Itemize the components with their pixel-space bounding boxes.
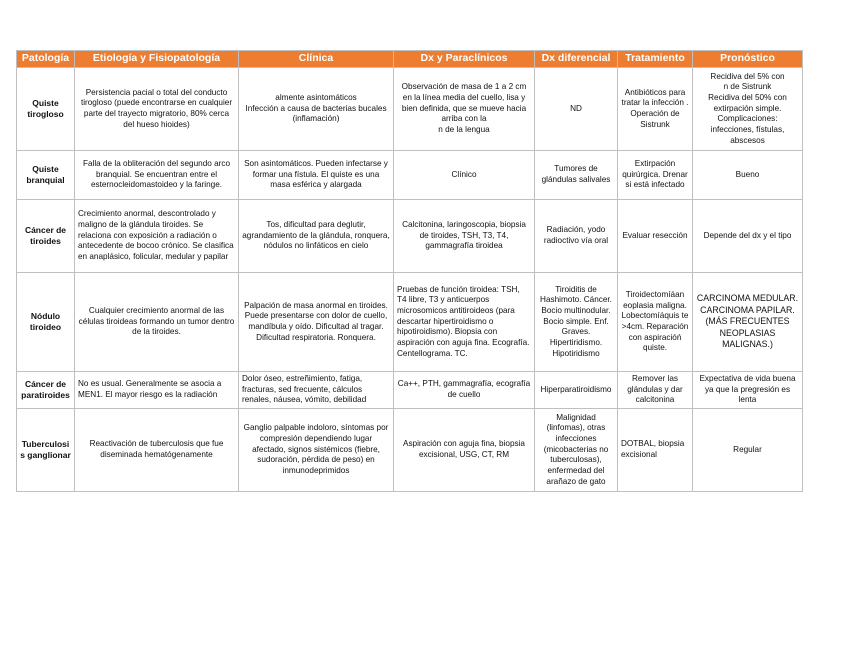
cell-tratamiento: Remover las glándulas y dar calcitonina [618, 372, 693, 409]
cell-patologia: Quiste branquial [17, 151, 75, 200]
cell-clinica: Dolor óseo, estreñimiento, fatiga, fracturas, sed frecuente, cálculos renales, náusea, vómito, debilidad [239, 372, 394, 409]
header-tratamiento: Tratamiento [618, 51, 693, 68]
cell-tratamiento: DOTBAL, biopsia excisional [618, 409, 693, 492]
cell-etiologia: Crecimiento anormal, descontrolado y maligno de la glándula tiroides. Se relaciona con exposición a radiación o antecedente de bocoo crónico. Se clasifica en anaplásico, folicular, medular y papilar [75, 200, 239, 273]
cell-dx: Ca++, PTH, gammagrafía, ecografía de cuello [394, 372, 535, 409]
cell-dx: Pruebas de función tiroidea: TSH, T4 libre, T3 y anticuerpos microsomicos antitiroideos (para descartar hipertiroidismo o hipotiroidismo). Biopsia con aspiración con aguja fina. Ecografía. Centellograma. TC. [394, 273, 535, 372]
cell-dx-diferencial: Malignidad (linfomas), otras infecciones (micobacterias no tuberculosas), enfermedad del arañazo de gato [535, 409, 618, 492]
table-row [17, 273, 803, 372]
table-row [17, 409, 803, 492]
cell-pronostico: Bueno [693, 151, 803, 200]
cell-dx-diferencial: Radiación, yodo radioctivo vía oral [535, 200, 618, 273]
cell-tratamiento: Evaluar resección [618, 200, 693, 273]
cell-dx-diferencial: Hiperparatiroidismo [535, 372, 618, 409]
header-row [17, 51, 803, 68]
cell-pronostico: CARCINOMA MEDULAR. CARCINOMA PAPILAR. (MÁS FRECUENTES NEOPLASIAS MALIGNAS.) [693, 273, 803, 372]
table-row [17, 200, 803, 273]
cell-dx-diferencial: Tumores de glándulas salivales [535, 151, 618, 200]
cell-patologia: Cáncer de paratiroides [17, 372, 75, 409]
cell-pronostico: Depende del dx y el tipo [693, 200, 803, 273]
header-clinica: Clínica [239, 51, 394, 68]
header-pronostico: Pronóstico [693, 51, 803, 68]
cell-clinica: Palpación de masa anormal en tiroides. Puede presentarse con dolor de cuello, mandíbula y oído. Dificultad al tragar. Dificultad respiratoria. Ronquera. [239, 273, 394, 372]
cell-pronostico: Expectativa de vida buena ya que la pregresión es lenta [693, 372, 803, 409]
cell-patologia: Cáncer de tiroides [17, 200, 75, 273]
table-row [17, 372, 803, 409]
table-row [17, 68, 803, 151]
cell-dx-diferencial: ND [535, 68, 618, 151]
header-dx: Dx y Paraclínicos [394, 51, 535, 68]
cell-clinica: Ganglio palpable indoloro, síntomas por compresión dependiendo lugar afectado, signos sistémicos (fiebre, sudoración, pérdida de peso) en inmunodeprimidos [239, 409, 394, 492]
header-etiologia: Etiología y Fisiopatología [75, 51, 239, 68]
cell-pronostico: Recidiva del 5% con n de Sistrunk Recidiva del 50% con extirpación simple. Complicaciones: infecciones, fístulas, abscesos [693, 68, 803, 151]
header-dx-diferencial: Dx diferencial [535, 51, 618, 68]
cell-etiologia: Persistencia pacial o total del conducto tirogloso (puede encontrarse en cualquier parte del trayecto migratorio, 80% cerca del hueso hioides) [75, 68, 239, 151]
cell-etiologia: Reactivación de tuberculosis que fue diseminada hematógenamente [75, 409, 239, 492]
cell-dx: Clínico [394, 151, 535, 200]
cell-patologia: Nódulo tiroideo [17, 273, 75, 372]
cell-tratamiento: Extirpación quirúrgica. Drenar si está infectado [618, 151, 693, 200]
header-patologia: Patología [17, 51, 75, 68]
cell-dx: Observación de masa de 1 a 2 cm en la línea media del cuello, lisa y bien definida, que se mueve hacia arriba con la n de la lengua [394, 68, 535, 151]
cell-dx: Calcitonina, laringoscopia, biopsia de tiroides, TSH, T3, T4, gammagrafía tiroidea [394, 200, 535, 273]
cell-clinica: Tos, dificultad para deglutir, agrandamiento de la glándula, ronquera, nódulos no linfáticos en cielo [239, 200, 394, 273]
pathology-table [16, 50, 803, 492]
cell-clinica [239, 68, 394, 151]
cell-dx-diferencial: Tiroiditis de Hashimoto. Cáncer. Bocio multinodular. Bocio simple. Enf. Graves. Hipertiridismo. Hipotiridismo [535, 273, 618, 372]
cell-tratamiento: Tiroidectomíáan eoplasia maligna. Lobectomíáquis te >4cm. Reparación con aspiracióń quiste. [618, 273, 693, 372]
cell-clinica-text: almente asintomáticos Infección a causa de bacterias bucales (inflamación) [245, 93, 387, 124]
cell-dx: Aspiración con aguja fina, biopsia excisional, USG, CT, RM [394, 409, 535, 492]
cell-patologia: Tuberculosis ganglionar [17, 409, 75, 492]
table-row [17, 151, 803, 200]
cell-etiologia: Falla de la obliteración del segundo arco branquial. Se encuentran entre el esternocleidomastoideo y la faringe. [75, 151, 239, 200]
cell-tratamiento: Antibióticos para tratar la infección . Operación de Sistrunk [618, 68, 693, 151]
cell-etiologia: Cualquier crecimiento anormal de las células tiroideas formando un tumor dentro de la tiroides. [75, 273, 239, 372]
cell-clinica: Son asintomáticos. Pueden infectarse y formar una fístula. El quiste es una masa esférica y alargada [239, 151, 394, 200]
cell-etiologia: No es usual. Generalmente se asocia a MEN1. El mayor riesgo es la radiación [75, 372, 239, 409]
cell-pronostico: Regular [693, 409, 803, 492]
cell-patologia: Quiste tirogloso [17, 68, 75, 151]
